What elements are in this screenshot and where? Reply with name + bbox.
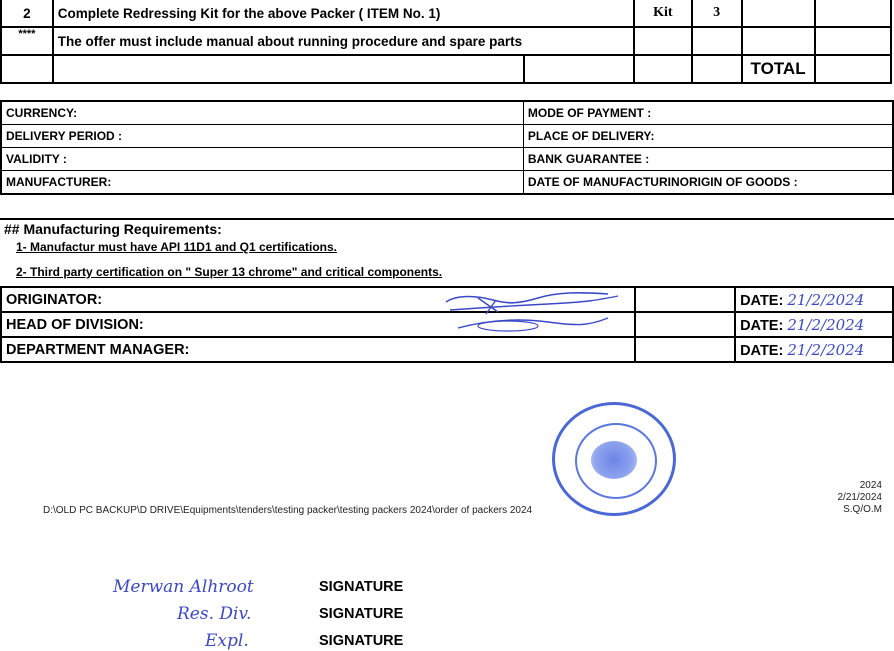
file-path: D:\OLD PC BACKUP\D DRIVE\Equipments\tenders\testing packer\testing packers 2024\order of packers 2024 bbox=[43, 505, 533, 516]
item-description bbox=[53, 55, 524, 83]
item-qty bbox=[692, 27, 742, 55]
table-row bbox=[1, 171, 893, 195]
date-value: 21/2/2024 bbox=[787, 315, 865, 334]
company-stamp bbox=[552, 402, 676, 516]
validity-label: VALIDITY : bbox=[1, 148, 523, 171]
mode-of-payment-label: MODE OF PAYMENT : bbox=[523, 101, 893, 125]
footer-year: 2024 bbox=[859, 480, 882, 491]
manufacturer-label: MANUFACTURER: bbox=[1, 171, 523, 195]
empty-cell bbox=[635, 312, 735, 337]
date-label: DATE: bbox=[740, 292, 784, 309]
total-price-cell bbox=[815, 27, 891, 55]
item-no: **** bbox=[1, 27, 53, 55]
head-of-division-cell: HEAD OF DIVISION: Res. Div. SIGNATURE bbox=[1, 312, 635, 337]
table-row bbox=[1, 337, 893, 362]
stamp-inner-ring bbox=[575, 423, 657, 499]
unit-price-cell bbox=[742, 0, 816, 27]
empty-cell bbox=[635, 337, 735, 362]
item-unit bbox=[634, 27, 692, 55]
date-cell bbox=[735, 312, 893, 337]
requirement-item: 1- Manufactur must have API 11D1 and Q1 certifications. bbox=[16, 240, 337, 254]
footer-date: 2/21/2024 bbox=[837, 492, 882, 503]
empty-cell bbox=[524, 55, 634, 83]
date-label: DATE: bbox=[740, 342, 784, 359]
manufacture-origin-cell bbox=[523, 171, 893, 195]
item-description: The offer must include manual about running procedure and spare parts bbox=[53, 27, 634, 55]
item-qty bbox=[692, 55, 742, 83]
date-value: 21/2/2024 bbox=[787, 290, 865, 309]
commercial-terms-table bbox=[0, 100, 894, 195]
originator-cell: ORIGINATOR: Merwan Alhroot SIGNATURE bbox=[1, 287, 635, 312]
date-value: 21/2/2024 bbox=[787, 340, 865, 359]
item-no: 2 bbox=[1, 0, 53, 27]
table-row bbox=[1, 101, 893, 125]
date-cell bbox=[735, 337, 893, 362]
department-manager-cell: DEPARTMENT MANAGER: Expl. SIGNATURE bbox=[1, 337, 635, 362]
footer-meta bbox=[838, 480, 883, 516]
total-price-cell bbox=[815, 0, 891, 27]
table-row bbox=[1, 125, 893, 148]
currency-label: CURRENCY: bbox=[1, 101, 523, 125]
origin-of-goods-label: ORIGIN OF GOODS : bbox=[679, 175, 798, 189]
footer-ref: S.Q/O.M bbox=[843, 504, 882, 515]
handwritten-signature bbox=[438, 288, 628, 336]
item-unit bbox=[634, 55, 692, 83]
department-manager-label: DEPARTMENT MANAGER: bbox=[6, 341, 190, 358]
stamp-emblem bbox=[591, 441, 637, 479]
empty-cell bbox=[635, 287, 735, 312]
date-label: DATE: bbox=[740, 317, 784, 334]
unit-price-cell bbox=[742, 27, 816, 55]
delivery-period-label: DELIVERY PERIOD : bbox=[1, 125, 523, 148]
date-cell bbox=[735, 287, 893, 312]
bank-guarantee-label: BANK GUARANTEE : bbox=[523, 148, 893, 171]
item-unit: Kit bbox=[634, 0, 692, 27]
head-of-division-label: HEAD OF DIVISION: bbox=[6, 316, 144, 333]
place-of-delivery-label: PLACE OF DELIVERY: bbox=[523, 125, 893, 148]
grand-total-cell bbox=[815, 55, 891, 83]
table-row bbox=[1, 55, 891, 83]
table-row bbox=[1, 27, 891, 55]
table-row bbox=[1, 0, 891, 27]
requirements-heading: ## Manufacturing Requirements: bbox=[4, 221, 222, 237]
requirement-item: 2- Third party certification on " Super 13 chrome" and critical components. bbox=[16, 265, 443, 279]
table-row bbox=[1, 148, 893, 171]
item-qty: 3 bbox=[692, 0, 742, 27]
item-no bbox=[1, 55, 53, 83]
total-label: TOTAL bbox=[742, 55, 816, 83]
item-description: Complete Redressing Kit for the above Packer ( ITEM No. 1) bbox=[53, 0, 634, 27]
originator-label: ORIGINATOR: bbox=[6, 291, 103, 308]
manufacturing-requirements bbox=[0, 218, 894, 288]
date-of-manufacturing-label: DATE OF MANUFACTURIN bbox=[527, 175, 680, 189]
items-table bbox=[0, 0, 892, 84]
